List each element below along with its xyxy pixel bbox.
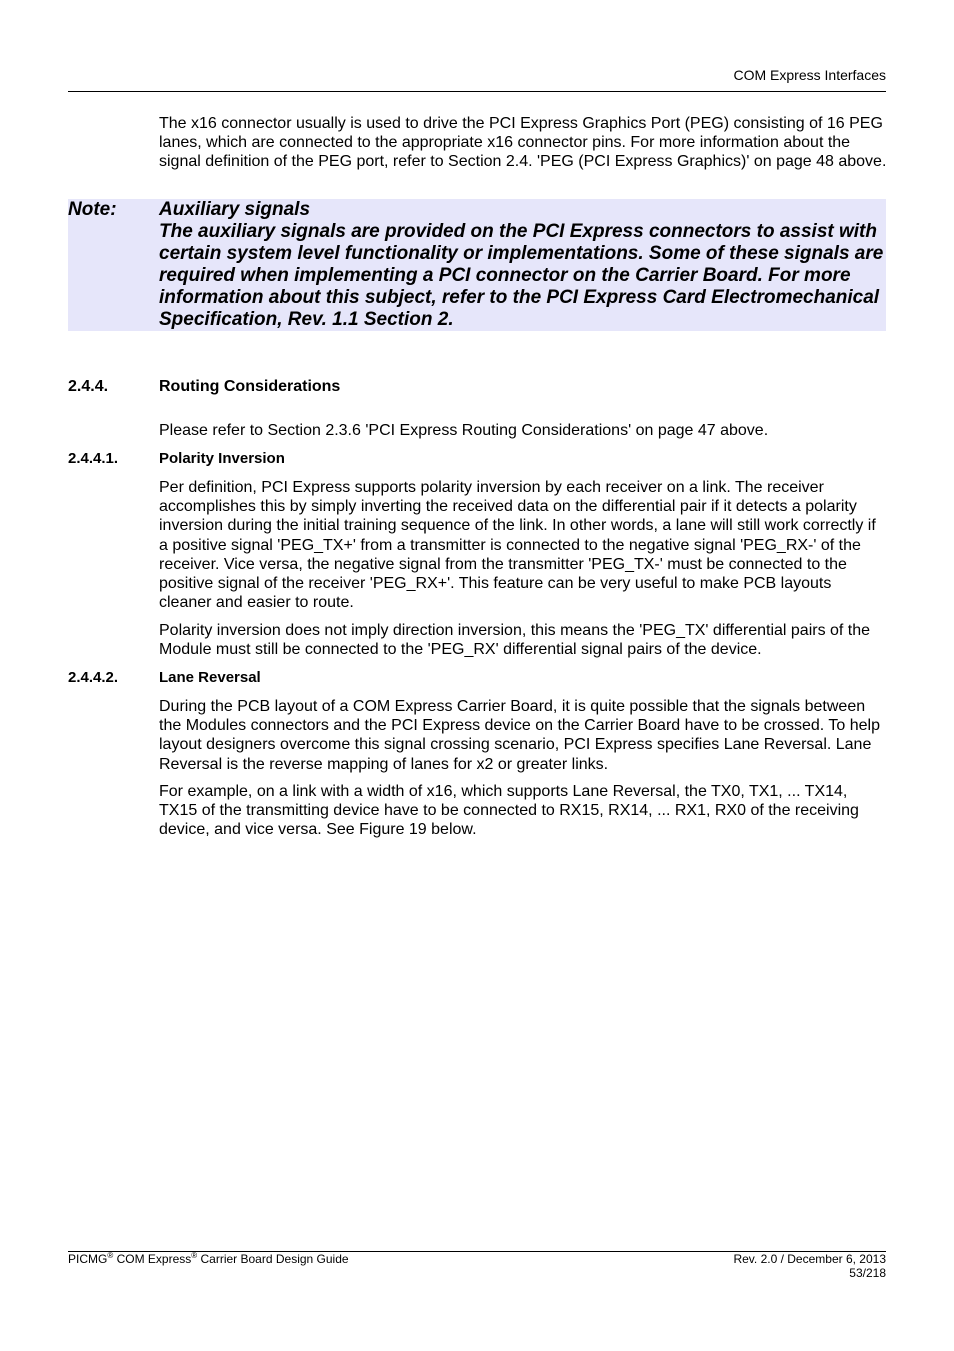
footer-revision-block [733, 1252, 886, 1280]
note-content [159, 199, 886, 331]
section-title-lane-reversal: Lane Reversal [159, 669, 261, 686]
routing-paragraph: Please refer to Section 2.3.6 'PCI Express Routing Considerations' on page 47 above. [159, 422, 769, 439]
header-rule [68, 91, 886, 92]
section-title-polarity: Polarity Inversion [159, 450, 285, 467]
note-label: Note: [68, 199, 117, 220]
polarity-paragraph-2: Polarity inversion does not imply direction inversion, this means the 'PEG_TX' differential pairs of the Module must still be connected to the 'PEG_RX' differential signal pairs of the device. [159, 622, 871, 659]
intro-paragraph: The x16 connector usually is used to drive the PCI Express Graphics Port (PEG) consisting of 16 PEG lanes, which are connected to the appropriate x16 connector pins. For more information about the signal definition of the PEG port, refer to Section 2.4. 'PEG (PCI Express Graphics)' on page 48 above. [159, 115, 887, 171]
note-body: The auxiliary signals are provided on the PCI Express connectors to assist with certain system level functionality or implementations. Some of these signals are required when implementing a PCI connector on the Carrier Board. For more information about this subject, refer to the PCI Express Card Electromechanical Specification, Rev. 1.1 Section 2. [159, 221, 884, 330]
footer-revision: Rev. 2.0 / December 6, 2013 [733, 1252, 886, 1266]
header-section-title: COM Express Interfaces [733, 67, 886, 83]
section-number-routing: 2.4.4. [68, 378, 109, 395]
section-number-polarity: 2.4.4.1. [68, 450, 119, 467]
footer-brand-com-express: COM Express [113, 1252, 192, 1266]
footer-guide-title: Carrier Board Design Guide [197, 1252, 349, 1266]
lane-reversal-paragraph-1: During the PCB layout of a COM Express Carrier Board, it is quite possible that the signals between the Modules connectors and the PCI Express device on the Carrier Board have to be crossed. To help layout designers overcome this signal crossing scenario, PCI Express specifies Lane Reversal. Lane Reversal is the reverse mapping of lanes for x2 or greater links. [159, 698, 880, 773]
section-number-lane-reversal: 2.4.4.2. [68, 669, 119, 686]
footer-brand-picmg: PICMG [68, 1252, 108, 1266]
note-title: Auxiliary signals [159, 199, 311, 220]
footer-document-title [68, 1252, 349, 1266]
lane-reversal-paragraph-2: For example, on a link with a width of x16, which supports Lane Reversal, the TX0, TX1, ... TX14, TX15 of the transmitting device have to be connected to RX15, RX14, ... RX1, RX0 of the receiving device, and vice versa. See Figure 19 below. [159, 783, 859, 839]
registered-mark: ® [107, 1251, 114, 1260]
polarity-paragraph-1: Per definition, PCI Express supports polarity inversion by each receiver on a link. The receiver accomplishes this by simply inverting the received data on the differential pair if it detects a polarity inversion during the initial training sequence of the link. In other words, a lane will still work correctly if a positive signal 'PEG_TX+' from a transmitter is connected to the negative signal 'PEG_RX-' of the receiver. Vice versa, the negative signal from the transmitter 'PEG_TX-' must be connected to the positive signal of the receiver 'PEG_RX+'. This feature can be very useful to make PCB layouts cleaner and easier to route. [159, 479, 876, 612]
footer-page-number: 53/218 [849, 1266, 886, 1280]
registered-mark: ® [191, 1251, 198, 1260]
section-title-routing: Routing Considerations [159, 378, 341, 395]
